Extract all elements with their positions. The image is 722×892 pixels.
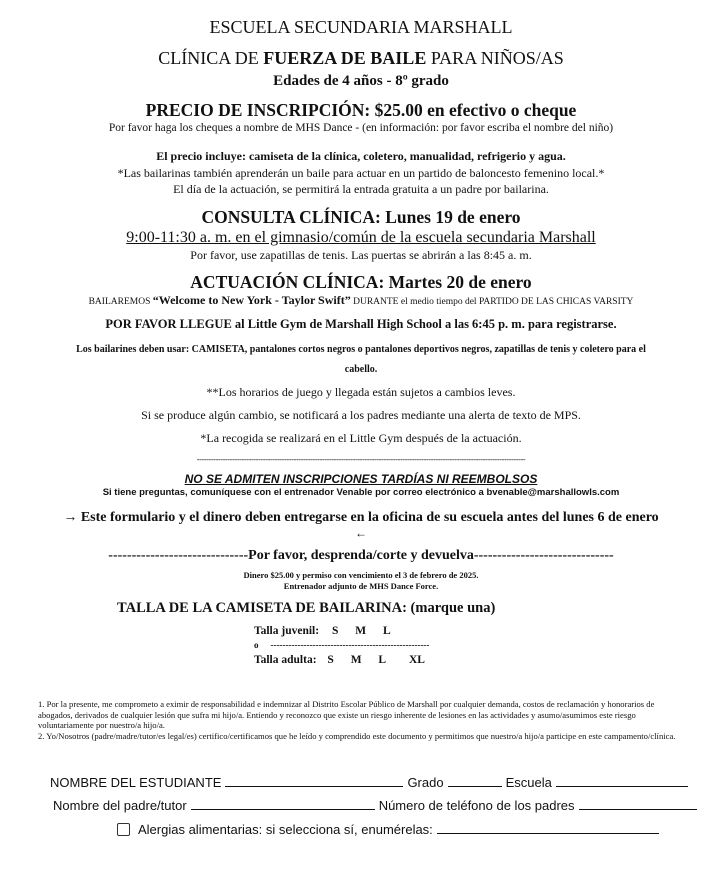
adult-label: Talla adulta:: [254, 654, 317, 666]
youth-label: Talla juvenil:: [254, 625, 320, 637]
student-label: NOMBRE DEL ESTUDIANTE: [50, 775, 222, 790]
checks-note: Por favor haga los cheques a nombre de MHS Dance - (en información: por favor escriba el nombre del niño): [108, 122, 614, 134]
disclaimer: [38, 699, 688, 742]
allergy-field[interactable]: [437, 821, 659, 834]
student-row: [50, 774, 722, 790]
change-note: Si se produce algún cambio, se notificará a los padres mediante una alerta de texto de MPS.: [141, 408, 581, 422]
consult-note: Por favor, use zapatillas de tenis. Las puertas se abrirán a las 8:45 a. m.: [190, 248, 532, 262]
size-option[interactable]: M: [355, 625, 367, 637]
performance-title: ACTUACIÓN CLÍNICA: Martes 20 de enero: [190, 272, 532, 292]
arrow-left-icon: ←: [355, 526, 367, 540]
dance-post: el medio tiempo del PARTIDO DE LAS CHICAS VARSITY: [398, 297, 634, 307]
parent-row: [53, 797, 722, 813]
dance-info: [0, 294, 722, 307]
disclaimer-1: 1. Por la presente, me comprometo a eximir de responsabilidad e indemnizar al Distrito Escolar Público de Marshall por cualquier demanda, costos de reclamación y honorarios de abogados, derivados de cualquier lesión que sufra mi hijo/a. Entiendo y reconozco que existe un riesgo inherente de lesiones en las actividades y asumo/asumimos este riesgo voluntariamente por nuestro/a hijo/a.: [38, 699, 655, 731]
school-label: Escuela: [505, 775, 552, 790]
size-option[interactable]: M: [350, 654, 362, 666]
grade-label: Grado: [407, 775, 444, 790]
size-option[interactable]: S: [327, 654, 334, 666]
clinic-pre: CLÍNICA DE: [158, 48, 264, 68]
song: “Welcome to New York - Taylor Swift”: [152, 293, 351, 307]
questions-note: Si tiene preguntas, comuníquese con el entrenador Venable por correo electrónico a bvenable@marshallowls.com: [102, 487, 620, 498]
allergy-checkbox[interactable]: [117, 823, 130, 836]
school-field[interactable]: [556, 774, 688, 787]
phone-field[interactable]: [579, 797, 697, 810]
parent-label: Nombre del padre/tutor: [53, 798, 187, 813]
due-note: Dinero $25.00 y permiso con vencimiento el 3 de febrero de 2025.: [243, 570, 479, 580]
or-label: o: [254, 640, 259, 650]
phone-label: Número de teléfono de los padres: [378, 798, 575, 813]
deadline-note: → Este formulario y el dinero deben entregarse en la oficina de su escuela antes del lunes 6 de enero: [63, 510, 659, 525]
consult-time: 9:00-11:30 a. m. en el gimnasio/común de la escuela secundaria Marshall: [126, 229, 596, 246]
wear-note: Los bailarines deben usar: CAMISETA, pantalones cortos negros o pantalones deportivos negros, zapatillas de tenis y coletero para el: [76, 344, 646, 355]
or-dashes: -----------------------------------------------------: [270, 640, 430, 650]
allergy-label: Alergias alimentarias: si selecciona sí, enumérelas:: [138, 822, 433, 837]
pickup-note: *La recogida se realizará en el Little Gym después de la actuación.: [200, 431, 522, 445]
parent-name-field[interactable]: [191, 797, 375, 810]
schedule-note: **Los horarios de juego y llegada están sujetos a cambios leves.: [206, 385, 516, 399]
disclaimer-2: 2. Yo/Nosotros (padre/madre/tutor/es legal/es) certifico/certificamos que he leído y comprendido este documento y permitimos que nuestro/a hijo/a participe en este campamento/clínica.: [38, 731, 676, 742]
size-option[interactable]: S: [331, 625, 339, 637]
learn-note: *Las bailarinas también aprenderán un baile para actuar en un partido de baloncesto femenino local.*: [117, 166, 605, 180]
dance-mid: DURANTE: [350, 297, 399, 307]
allergy-row: [117, 821, 722, 837]
coach-note: Entrenador adjunto de MHS Dance Force.: [283, 581, 439, 591]
student-name-field[interactable]: [225, 774, 403, 787]
clinic-post: PARA NIÑOS/AS: [426, 48, 564, 68]
divider: -------------------------------------------------------------------------------------------------------------------------------------------: [196, 455, 526, 464]
entry-note: El día de la actuación, se permitirá la entrada gratuita a un padre por bailarina.: [173, 182, 549, 196]
cut-line: ------------------------------Por favor, desprenda/corte y devuelva------------------------------: [108, 548, 614, 563]
grade-field[interactable]: [448, 774, 502, 787]
consult-title: CONSULTA CLÍNICA: Lunes 19 de enero: [201, 207, 521, 227]
size-option[interactable]: XL: [408, 654, 425, 666]
price-includes: El precio incluye: camiseta de la clínica, coletero, manualidad, refrigerio y agua.: [156, 149, 566, 163]
no-late-notice: NO SE ADMITEN INSCRIPCIONES TARDÍAS NI REEMBOLSOS: [184, 472, 538, 486]
school-name: ESCUELA SECUNDARIA MARSHALL: [209, 17, 513, 37]
dance-pre: BAILAREMOS: [88, 297, 153, 307]
clinic-name: FUERZA DE BAILE: [263, 48, 427, 68]
ages: Edades de 4 años - 8º grado: [273, 73, 449, 89]
adult-sizes: [254, 654, 722, 667]
shirt-title: TALLA DE LA CAMISETA DE BAILARINA: (marque una): [117, 600, 496, 616]
size-option[interactable]: L: [382, 625, 391, 637]
wear-note-2: cabello.: [344, 364, 378, 375]
youth-sizes: [254, 625, 722, 638]
size-option[interactable]: L: [378, 654, 387, 666]
price-title: PRECIO DE INSCRIPCIÓN: $25.00 en efectivo o cheque: [145, 100, 577, 120]
or-line: [254, 641, 722, 651]
arrive-note: POR FAVOR LLEGUE al Little Gym de Marshall High School a las 6:45 p. m. para registrarse.: [105, 317, 617, 331]
clinic-title: [0, 49, 722, 69]
